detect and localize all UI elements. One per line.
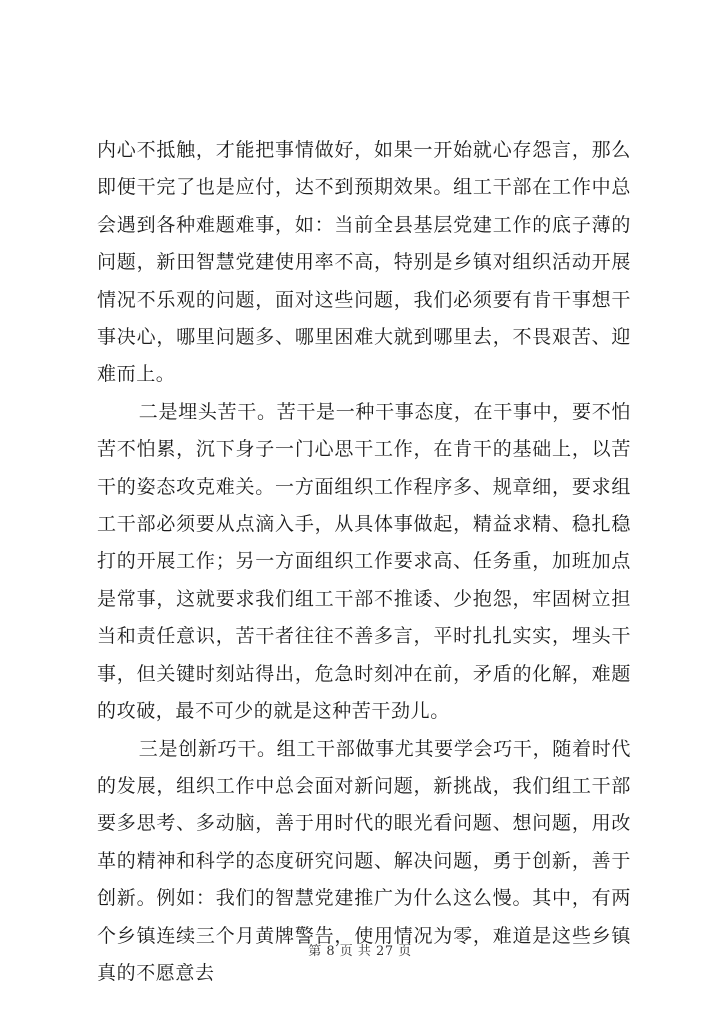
paragraph-hard-work: 二是埋头苦干。苦干是一种干事态度，在干事中，要不怕苦不怕累，沉下身子一门心思干工作，在肯干的基础上，以苦干的姿态攻克难关。一方面组织工作程序多、规章细，要求组工干部必须要从点滴入手，从具体事做起，精益求精、稳扎稳打的开展工作；另一方面组织工作要求高、任务重，加班加点是常事，这就要求我们组工干部不推诿、少抱怨，牢固树立担当和责任意识，苦干者往往不善多言，平时扎扎实实，埋头干事，但关键时刻站得出，危急时刻冲在前，矛盾的化解，难题的攻破，最不可少的就是这种苦干劲儿。 [97, 400, 631, 723]
document-body [97, 132, 631, 992]
page-number-footer: 第 8 页 共 27 页 [308, 944, 412, 959]
paragraph-innovation: 三是创新巧干。组工干部做事尤其要学会巧干，随着时代的发展，组织工作中总会面对新问题，新挑战，我们组工干部要多思考、多动脑，善于用时代的眼光看问题、想问题，用改革的精神和科学的态度研究问题、解决问题，勇于创新，善于创新。例如：我们的智慧党建推广为什么这么慢。其中，有两个乡镇连续三个月黄牌警告，使用情况为零，难道是这些乡镇真的不愿意去 [97, 737, 631, 984]
paragraph-continuation: 内心不抵触，才能把事情做好，如果一开始就心存怨言，那么即便干完了也是应付，达不到预期效果。组工干部在工作中总会遇到各种难题难事，如：当前全县基层党建工作的底子薄的问题，新田智慧党建使用率不高，特别是乡镇对组织活动开展情况不乐观的问题，面对这些问题，我们必须要有肯干事想干事决心，哪里问题多、哪里困难大就到哪里去，不畏艰苦、迎难而上。 [97, 139, 631, 386]
